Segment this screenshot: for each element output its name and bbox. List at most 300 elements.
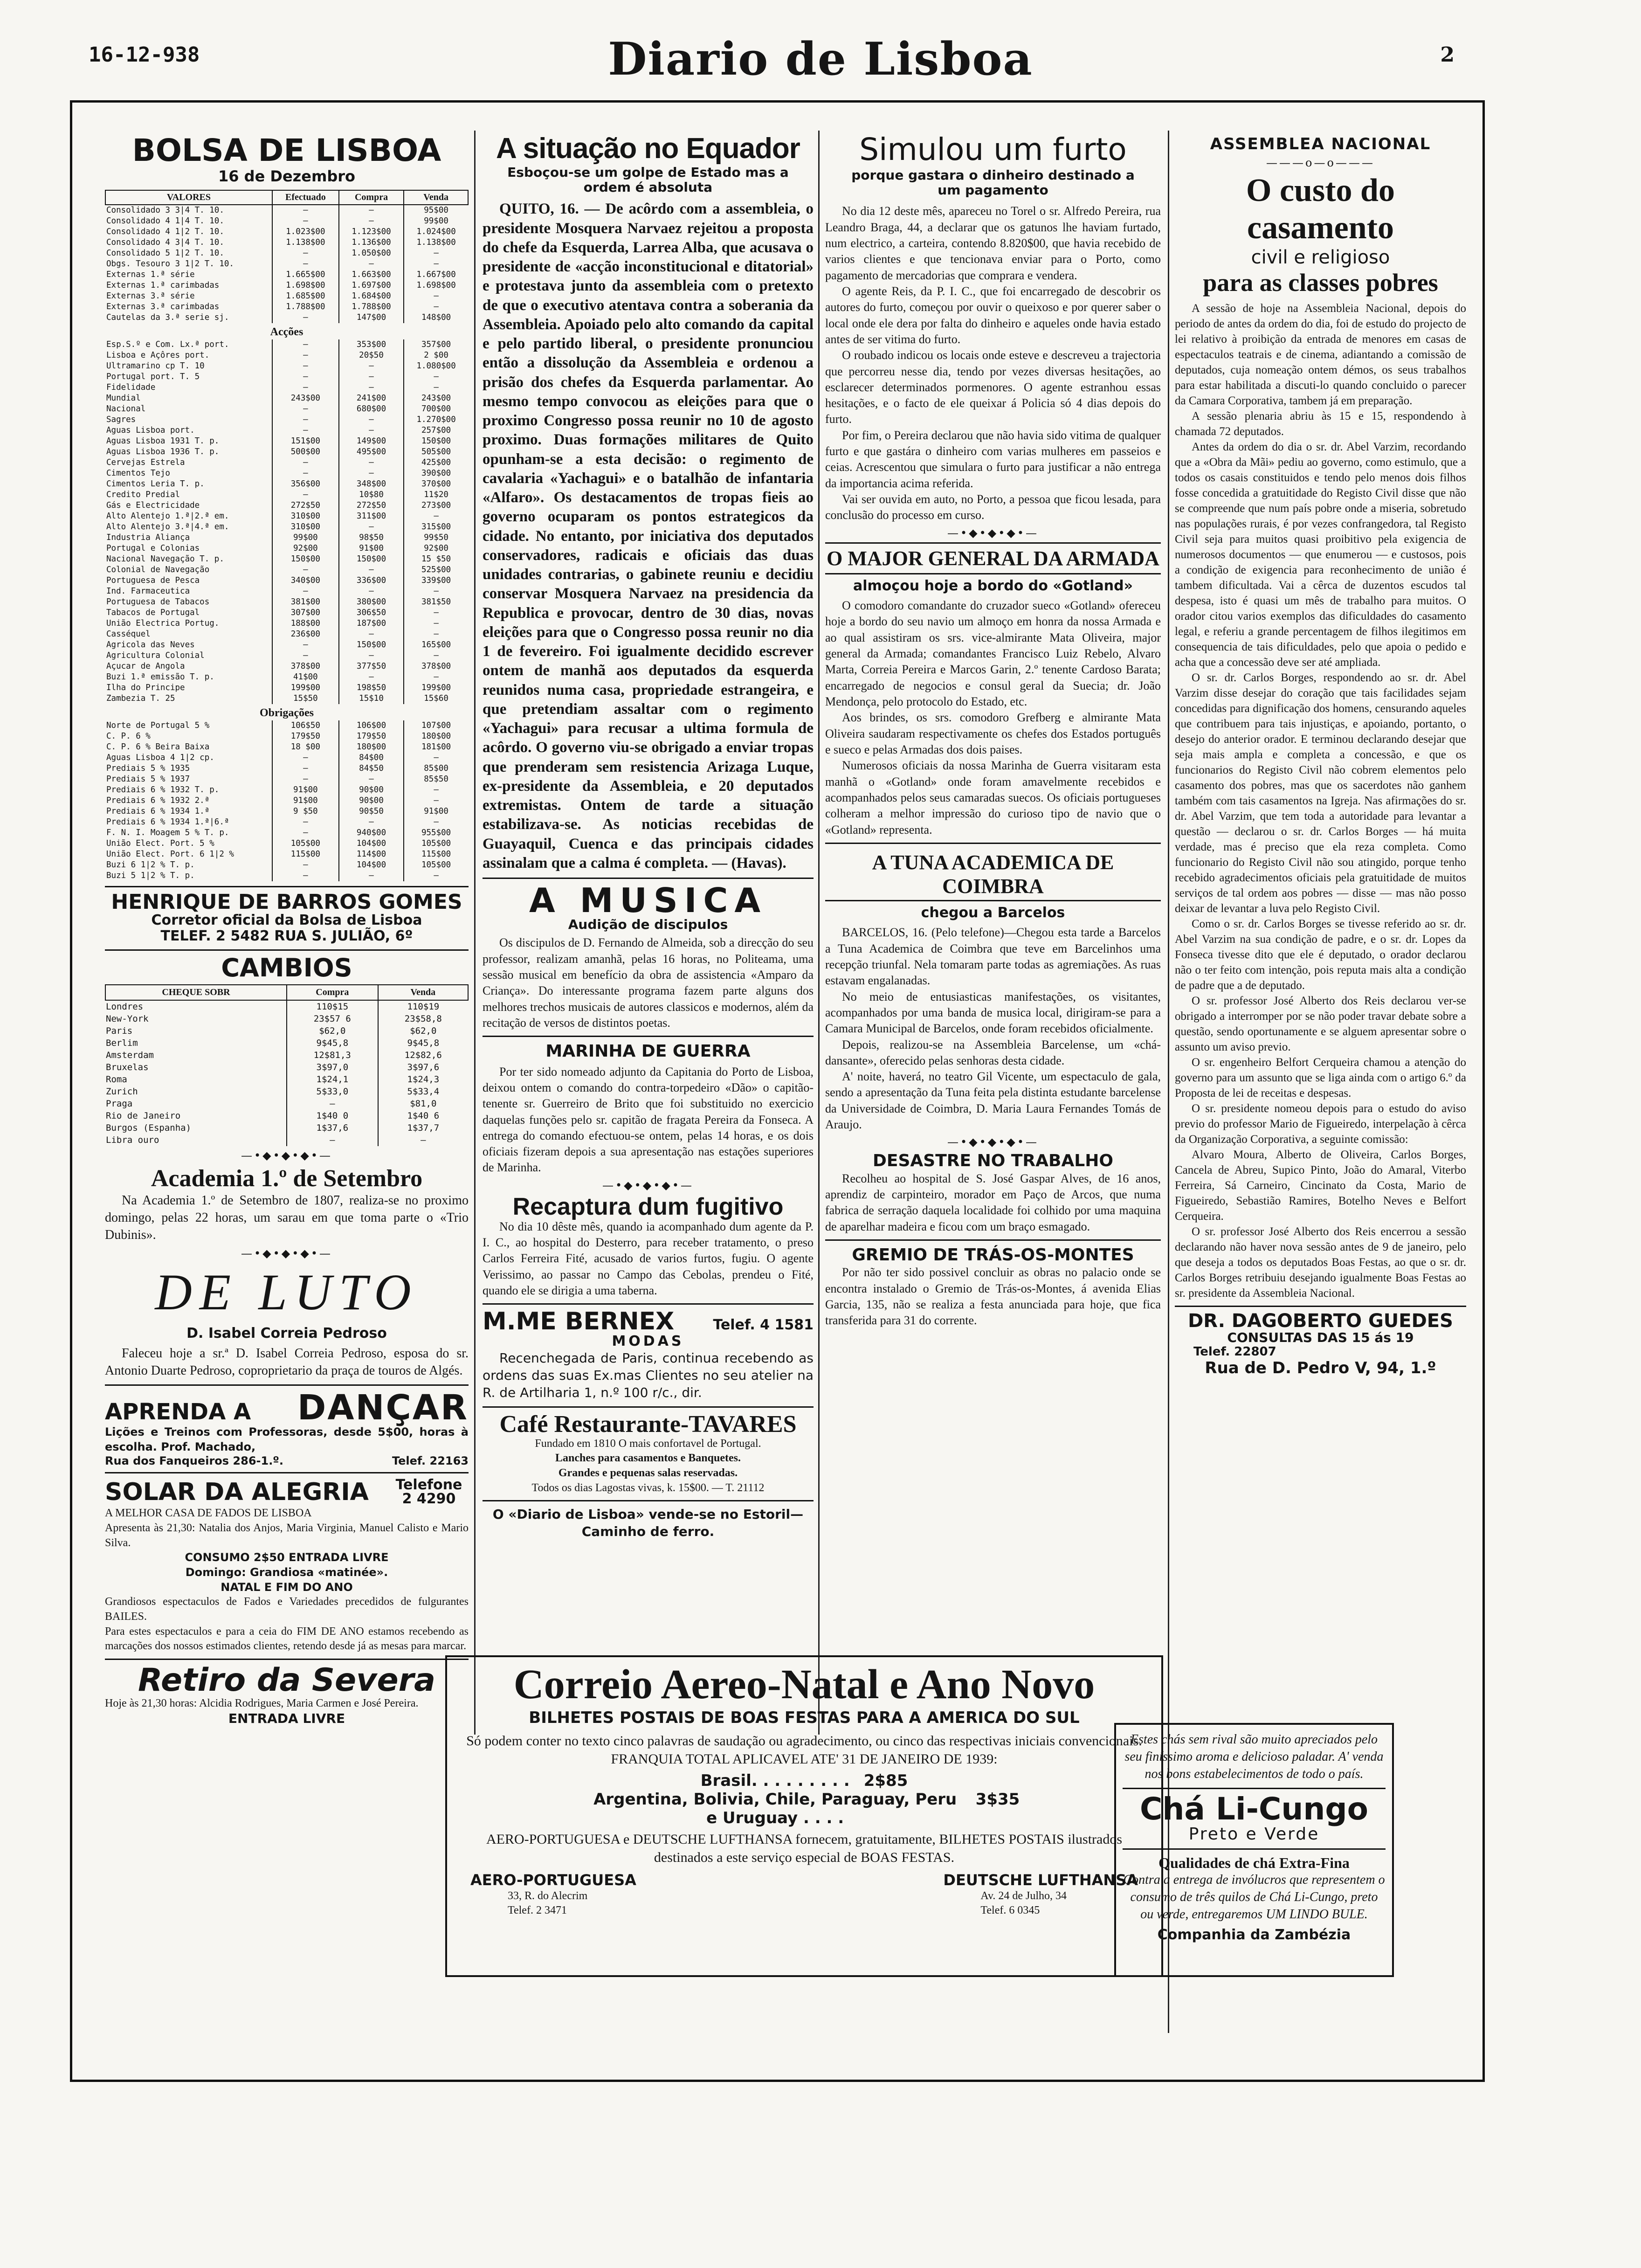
- table-cell: 90$00: [339, 785, 404, 795]
- table-cell: Prediais 6 % 1932 2.ª: [106, 795, 210, 805]
- table-cell: 505$00: [404, 447, 468, 457]
- table-cell: Alto Alentejo 1.ª|2.ª em.: [106, 511, 229, 521]
- table-cell: —: [404, 871, 468, 881]
- table-row: [105, 817, 468, 828]
- table-cell: —: [404, 672, 468, 683]
- table-cell: $81,0: [378, 1098, 468, 1110]
- corretor-contact: TELEF. 2 5482 RUA S. JULIÃO, 6º: [160, 928, 413, 945]
- table-cell: 104$00: [339, 838, 404, 849]
- table-cell: 23$58,8: [378, 1013, 468, 1025]
- tavares-line: Fundado em 1810 O mais confortavel de Portugal.: [535, 1437, 761, 1450]
- table-cell: 150$00: [404, 436, 468, 447]
- bernex-title: M.ME BERNEX: [483, 1307, 675, 1336]
- table-cell: 147$00: [339, 312, 404, 323]
- tuna-paragraph: A' noite, haverá, no teatro Gil Vicente, um espectaculo de gala, sendo a apresentação da Tuna feita pela distinta estudante barcelense da Universidade de Coimbra, D. Maria Laura Fernandes Tomás de Araujo.: [825, 1070, 1161, 1132]
- table-cell: Cautelas da 3.ª serie sj.: [106, 312, 229, 322]
- table-cell: —: [272, 404, 339, 415]
- table-cell: —: [339, 361, 404, 372]
- divider: [105, 949, 469, 951]
- major-subtitle: almoçou hoje a bordo do «Gotland»: [853, 577, 1133, 594]
- table-cell: C. P. 6 %: [106, 731, 151, 741]
- table-row: [105, 753, 468, 763]
- dancar-ad: [105, 1388, 469, 1428]
- table-cell: —: [404, 302, 468, 312]
- table-row: [105, 291, 468, 302]
- table-cell: Cimentos Tejo: [106, 468, 170, 478]
- table-cell: Consolidado 4 3|4 T. 10.: [106, 237, 224, 247]
- table-cell: 98$50: [339, 532, 404, 543]
- luto-name: D. Isabel Correia Pedroso: [186, 1325, 387, 1341]
- table-cell: 356$00: [272, 479, 339, 490]
- luto-text: Faleceu hoje a sr.ª D. Isabel Correia Pedroso, esposa do sr. Antonio Duarte Pedroso, coproprietario da praça de touros de Algés.: [105, 1346, 469, 1378]
- col-header: Compra: [287, 985, 378, 1000]
- table-row: [105, 683, 468, 693]
- table-cell: Aguas Lisboa 4 1|2 cp.: [106, 753, 214, 762]
- furto-body: [825, 203, 1161, 523]
- correio-title: Correio Aereo-Natal e Ano Novo: [513, 1661, 1095, 1708]
- col-header: Efectuado: [272, 190, 339, 205]
- table-cell: —: [339, 468, 404, 479]
- table-row: [105, 871, 468, 881]
- gremio-title: GREMIO DE TRÁS-OS-MONTES: [852, 1245, 1134, 1265]
- table-cell: Bruxelas: [106, 1062, 149, 1072]
- rate-2-value: 3$35: [975, 1790, 1020, 1809]
- table-cell: União Elect. Port. 6 1|2 %: [106, 849, 234, 859]
- table-cell: —: [339, 205, 404, 216]
- divider: [483, 1500, 814, 1501]
- table-cell: Açucar de Angola: [106, 661, 185, 671]
- column-3: [825, 131, 1161, 1735]
- table-row: [105, 618, 468, 629]
- table-cell: 3$97,0: [287, 1061, 378, 1073]
- ornament: —•◆•◆•◆•—: [947, 1135, 1039, 1149]
- ornament: —•◆•◆•◆•—: [241, 1148, 332, 1162]
- table-cell: $62,0: [287, 1025, 378, 1037]
- table-cell: 1$37,6: [287, 1122, 378, 1134]
- table-cell: —: [339, 817, 404, 828]
- solar-lines: [105, 1506, 469, 1654]
- table-cell: 700$00: [404, 404, 468, 415]
- table-cell: —: [339, 259, 404, 270]
- recaptura-title: Recaptura dum fugitivo: [512, 1193, 784, 1220]
- assembleia-paragraph: Como o sr. dr. Carlos Borges se tivesse referido ao sr. dr. Abel Varzim na sua condição de padre, e o sr. dr. Lopes da Fonseca tivesse dito que ele é deputado, o orador declarou não o ter feito com intenção, pois reputa mais alta a condição de padre que a de deputado.: [1175, 918, 1466, 992]
- col-header: Venda: [404, 190, 468, 205]
- table-cell: 315$00: [404, 522, 468, 532]
- table-row: [105, 565, 468, 575]
- table-cell: 105$00: [272, 838, 339, 849]
- table-cell: 1.665$00: [272, 270, 339, 280]
- table-cell: Consolidado 3 3|4 T. 10.: [106, 205, 224, 215]
- table-cell: 272$50: [272, 500, 339, 511]
- ornament: —•◆•◆•◆•—: [241, 1246, 332, 1260]
- table-cell: —: [272, 468, 339, 479]
- table-cell: 307$00: [272, 608, 339, 618]
- rate-2-label: Argentina, Bolivia, Chile, Paraguay, Peru e Uruguay . . . .: [593, 1790, 957, 1827]
- solar-line: CONSUMO 2$50 ENTRADA LIVRE: [185, 1551, 389, 1564]
- table-cell: 1.684$00: [339, 291, 404, 302]
- table-row: [105, 554, 468, 565]
- table-cell: Consolidado 4 1|4 T. 10.: [106, 216, 224, 226]
- table-row: [105, 661, 468, 672]
- divider: [105, 1659, 469, 1660]
- guedes-name: DR. DAGOBERTO GUEDES: [1188, 1310, 1453, 1332]
- table-cell: —: [272, 860, 339, 871]
- divider: [825, 1239, 1161, 1241]
- assembleia-paragraph: O sr. dr. Carlos Borges, respondendo ao sr. dr. Abel Varzim disse desejar do coração que tais facilidades sejam concedidas para dignificação dos homens, censurando aqueles que contribuem para tais injustiças, e apoiando, portanto, o desejo do anterior orador. E terminou declarando desejar que seja mais ampla e completa a concessão, e que os funcionarios do Registo Civil não cobrem elementos pelo casamento dos pobres, mas que os sacerdotes não ganhem também com tais casamentos na Igreja. Nas afirmações do sr. dr. Abel Varzim, que tem toda a autoridade para levantar a questão — declarou o sr. dr. Carlos Borges — há muita verdade, mas é preciso que ela reza completa. Como funcionario do Registo Civil não sou atingido, porque tenho recebido agradecimentos oficiais pela gratuitidade de muitos serviços de tal ordem aos pobres — disse — mas não posso deixar de levantar a luva pelo Registo Civil.: [1175, 671, 1466, 915]
- table-cell: 10$80: [339, 490, 404, 500]
- table-section: [105, 323, 468, 339]
- table-cell: 15$60: [404, 693, 468, 704]
- table-cell: 1.697$00: [339, 280, 404, 291]
- table-cell: 3$97,6: [378, 1061, 468, 1073]
- table-row: [105, 1134, 468, 1146]
- table-row: [105, 205, 468, 216]
- table-row: [105, 774, 468, 785]
- table-cell: 381$50: [404, 597, 468, 608]
- assembleia-sub1: civil e religioso: [1251, 247, 1390, 269]
- table-cell: —: [272, 650, 339, 661]
- table-row: [105, 490, 468, 500]
- table-cell: Externas 1.ª série: [106, 270, 195, 279]
- table-cell: Berlim: [106, 1037, 138, 1048]
- table-cell: 12$81,3: [287, 1049, 378, 1061]
- table-row: [105, 543, 468, 554]
- table-cell: —: [404, 291, 468, 302]
- table-cell: 187$00: [339, 618, 404, 629]
- table-cell: 340$00: [272, 575, 339, 586]
- rate-row-2: [461, 1790, 1147, 1827]
- table-cell: 243$00: [404, 393, 468, 404]
- table-cell: —: [272, 415, 339, 425]
- table-cell: Industria Aliança: [106, 532, 190, 542]
- table-cell: 180$00: [404, 731, 468, 742]
- table-row: [105, 650, 468, 661]
- table-cell: 378$00: [404, 661, 468, 672]
- desastre-text: Recolheu ao hospital de S. José Gaspar Alves, de 16 anos, aprendiz de carpinteiro, morador em Paço de Arcos, que numa fabrica de serração daquela localidade foi colhido por uma maquina de aparelhar madeira e ficou com um braço esmagado.: [825, 1171, 1161, 1233]
- divider: [483, 1406, 814, 1408]
- table-cell: 151$00: [272, 436, 339, 447]
- column-2: [483, 131, 814, 1735]
- cha-intro: Estes chás sem rival são muito apreciados pelo seu finíssimo aroma e delicioso paladar. A' venda nos bons estabelecimentos de todo o país.: [1124, 1732, 1384, 1781]
- table-cell: Londres: [106, 1001, 144, 1012]
- table-cell: Prediais 6 % 1934 1.ª: [106, 806, 210, 816]
- dancar-line1: Lições e Treinos com Professoras, desde 5$00, horas à escolha. Prof. Machado,: [105, 1425, 469, 1453]
- academia-title: Academia 1.º de Setembro: [151, 1165, 423, 1192]
- tuna-body: [825, 925, 1161, 1133]
- table-cell: —: [272, 753, 339, 763]
- table-cell: 9$45,8: [378, 1037, 468, 1049]
- divider: [483, 878, 814, 879]
- table-cell: 179$50: [272, 731, 339, 742]
- col-header: VALORES: [105, 190, 272, 205]
- table-cell: 106$00: [339, 720, 404, 731]
- table-cell: 110$19: [378, 1000, 468, 1013]
- table-cell: 1.270$00: [404, 415, 468, 425]
- table-cell: Portugal e Colonias: [106, 543, 200, 553]
- table-cell: —: [404, 372, 468, 382]
- table-cell: Ultramarino cp T. 10: [106, 361, 205, 371]
- col-header: CHEQUE SOBR: [105, 985, 287, 1000]
- table-cell: 91$00: [404, 806, 468, 817]
- table-cell: Burgos (Espanha): [106, 1122, 192, 1133]
- table-row: [105, 586, 468, 597]
- divider: [1123, 1788, 1386, 1789]
- table-cell: Esp.S.º e Com. Lx.ª port.: [106, 339, 229, 349]
- table-row: [105, 1122, 468, 1134]
- cha-licungo-ad: [1114, 1723, 1394, 1977]
- furto-paragraph: Vai ser ouvida em auto, no Porto, a pessoa que ficou lesada, para conclusão do processo em curso.: [825, 492, 1161, 522]
- table-cell: 495$00: [339, 447, 404, 457]
- table-cell: Credito Predial: [106, 490, 180, 499]
- dancar-address: Rua dos Fanqueiros 286-1.º.: [105, 1454, 283, 1468]
- table-row: [105, 436, 468, 447]
- table-cell: —: [404, 795, 468, 806]
- table-cell: —: [272, 457, 339, 468]
- table-cell: Fidelidade: [106, 382, 156, 392]
- table-cell: 181$00: [404, 742, 468, 753]
- table-cell: 680$00: [339, 404, 404, 415]
- table-cell: —: [404, 650, 468, 661]
- solar-line: Para estes espectaculos e para a ceia do FIM DE ANO estamos recebendo as marcações dos nossos estimados clientes, retendo desde já as mesas para marcar.: [105, 1625, 469, 1653]
- table-cell: Nacional: [106, 404, 146, 414]
- divider: [105, 1472, 469, 1473]
- table-cell: —: [339, 774, 404, 785]
- table-cell: 2 $00: [404, 350, 468, 361]
- table-cell: 188$00: [272, 618, 339, 629]
- table-cell: —: [339, 650, 404, 661]
- table-row: [105, 227, 468, 237]
- company-lufthansa: [943, 1872, 1138, 1918]
- assembleia-body: [1175, 301, 1466, 1301]
- table-row: [105, 1013, 468, 1025]
- divider: [483, 1036, 814, 1037]
- table-cell: 257$00: [404, 425, 468, 436]
- table-cell: 1.788$00: [272, 302, 339, 312]
- table-cell: 91$00: [272, 785, 339, 795]
- table-cell: 105$00: [404, 838, 468, 849]
- table-cell: 110$15: [287, 1000, 378, 1013]
- table-row: [105, 500, 468, 511]
- table-cell: 107$00: [404, 720, 468, 731]
- table-cell: 241$00: [339, 393, 404, 404]
- section-title: Obrigações: [260, 706, 314, 719]
- table-cell: 5$33,4: [378, 1086, 468, 1098]
- table-cell: —: [404, 259, 468, 270]
- table-cell: —: [272, 312, 339, 323]
- page-number: 2: [1440, 43, 1455, 67]
- ornament: —•◆•◆•◆•—: [947, 526, 1039, 539]
- table-row: [105, 237, 468, 248]
- table-cell: Amsterdam: [106, 1050, 154, 1060]
- table-row: [105, 511, 468, 522]
- table-cell: —: [272, 763, 339, 774]
- table-cell: —: [272, 586, 339, 597]
- assembleia-sub2: para as classes pobres: [1203, 269, 1438, 297]
- correio-l1: Só podem conter no texto cinco palavras de saudação ou agradecimento, ou cinco das respectivas iniciais convencionais.: [466, 1733, 1142, 1749]
- table-cell: 357$00: [404, 339, 468, 350]
- table-cell: 380$00: [339, 597, 404, 608]
- table-cell: 311$00: [339, 511, 404, 522]
- table-cell: 199$00: [404, 683, 468, 693]
- table-cell: —: [272, 350, 339, 361]
- table-cell: 23$57 6: [287, 1013, 378, 1025]
- table-cell: Prediais 5 % 1937: [106, 774, 190, 784]
- table-cell: Paris: [106, 1025, 133, 1036]
- table-cell: —: [339, 415, 404, 425]
- table-cell: Consolidado 5 1|2 T. 10.: [106, 248, 224, 258]
- dancar-title-b: DANÇAR: [297, 1388, 469, 1428]
- table-cell: União Electrica Portug.: [106, 618, 220, 628]
- table-row: [105, 425, 468, 436]
- table-row: [105, 629, 468, 640]
- table-cell: —: [287, 1098, 378, 1110]
- tavares-line: Todos os dias Lagostas vivas, k. 15$00. — T. 21112: [531, 1481, 765, 1494]
- dancar-contact: [105, 1454, 469, 1467]
- table-cell: 85$50: [404, 774, 468, 785]
- assembleia-paragraph: Alvaro Moura, Alberto de Oliveira, Carlos Borges, Cancela de Abreu, Supico Pinto, João do Amaral, Viterbo Ferreira, Sá Carneiro, Cincinato da Costa, Mario de Figueiredo, Sebastião Ramires, Botelho Neves e Belfort Cerqueira.: [1175, 1148, 1466, 1223]
- correio-sub: BILHETES POSTAIS DE BOAS FESTAS PARA A AMERICA DO SUL: [529, 1708, 1080, 1727]
- table-row: [105, 361, 468, 372]
- table-row: [105, 1073, 468, 1086]
- table-cell: Roma: [106, 1074, 127, 1085]
- table-cell: 1.050$00: [339, 248, 404, 259]
- table-row: [105, 1086, 468, 1098]
- table-cell: 377$50: [339, 661, 404, 672]
- company-aero-name: AERO-PORTUGUESA: [470, 1871, 636, 1889]
- table-row: [105, 828, 468, 838]
- table-cell: Buzi 6 1|2 % T. p.: [106, 860, 195, 870]
- assembleia-paragraph: A sessão plenaria abriu às 15 e 15, respondendo à chamada 72 deputados.: [1175, 410, 1466, 438]
- table-row: [105, 838, 468, 849]
- table-row: [105, 522, 468, 532]
- col-header: Compra: [339, 190, 404, 205]
- table-cell: 85$00: [404, 763, 468, 774]
- table-row: [105, 280, 468, 291]
- table-cell: 84$50: [339, 763, 404, 774]
- table-cell: 104$00: [339, 860, 404, 871]
- table-row: [105, 597, 468, 608]
- table-cell: C. P. 6 % Beira Baixa: [106, 742, 210, 752]
- table-cell: —: [272, 828, 339, 838]
- corretor-line: Corretor oficial da Bolsa de Lisboa: [151, 912, 422, 928]
- table-cell: 1$24,1: [287, 1073, 378, 1086]
- section-title: Acções: [270, 325, 303, 338]
- table-row: [105, 731, 468, 742]
- table-row: [105, 393, 468, 404]
- ornament: ———o—o———: [1266, 156, 1375, 170]
- table-cell: 12$82,6: [378, 1049, 468, 1061]
- musica-text: Os discipulos de D. Fernando de Almeida, sob a direcção do seu professor, realizam amanhã, pelas 16 horas, no Politeama, uma sessão musical em benefício da obra de assistencia «Amparo da Criança». Do interessante programa fazem parte alguns dos melhores trechos musicais de autores classicos e modernos, além da recitação de versos de distintos poetas.: [483, 936, 814, 1030]
- bernex-text: Recenchegada de Paris, continua recebendo as ordens das suas Ex.mas Clientes no seu atelier na R. de Artilharia 1, n.º 100 r/c., dir.: [483, 1350, 814, 1400]
- table-cell: 9$45,8: [287, 1037, 378, 1049]
- bolsa-date: 16 de Dezembro: [218, 167, 356, 185]
- table-cell: 1.080$00: [404, 361, 468, 372]
- table-cell: Portugal port. T. 5: [106, 372, 200, 381]
- table-cell: Externas 1.ª carimbadas: [106, 280, 220, 290]
- academia-text: Na Academia 1.º de Setembro de 1807, realiza-se no proximo domingo, pelas 22 horas, um sarau em que toma parte o «Trio Dubinis».: [105, 1193, 469, 1242]
- table-row: [105, 532, 468, 543]
- table-cell: Praga: [106, 1098, 133, 1109]
- ornament: —•◆•◆•◆•—: [602, 1178, 694, 1192]
- table-cell: 20$50: [339, 350, 404, 361]
- table-cell: 1.663$00: [339, 270, 404, 280]
- table-cell: —: [404, 586, 468, 597]
- table-cell: —: [272, 259, 339, 270]
- table-cell: Buzi 1.ª emissão T. p.: [106, 672, 214, 682]
- table-cell: 378$00: [272, 661, 339, 672]
- bernex-sub: MODAS: [612, 1333, 684, 1350]
- table-cell: 525$00: [404, 565, 468, 575]
- cha-company: Companhia da Zambézia: [1157, 1927, 1351, 1943]
- table-cell: 41$00: [272, 672, 339, 683]
- table-cell: —: [272, 382, 339, 393]
- table-cell: Agricola das Neves: [106, 640, 195, 650]
- table-cell: 425$00: [404, 457, 468, 468]
- assembleia-paragraph: O sr. professor José Alberto dos Reis encerrou a sessão declarando não haver nova sessão antes de 9 de janeiro, pelo que deseja a todos os deputados Boas Festas, ao que o sr. dr. Carlos Borges retribuiu desejando igualmente Boas Festas ao sr. presidente da Assembleia Nacional.: [1175, 1225, 1466, 1300]
- table-cell: União Elect. Port. 5 %: [106, 838, 214, 848]
- table-row: [105, 302, 468, 312]
- table-cell: 940$00: [339, 828, 404, 838]
- table-cell: 180$00: [339, 742, 404, 753]
- table-cell: 1$40 0: [287, 1110, 378, 1122]
- table-cell: —: [287, 1134, 378, 1146]
- table-cell: 353$00: [339, 339, 404, 350]
- bolsa-title: BOLSA DE LISBOA: [132, 132, 441, 168]
- table-cell: 1.138$00: [272, 237, 339, 248]
- table-cell: Rio de Janeiro: [106, 1110, 181, 1121]
- gremio-text: Por não ter sido possivel concluir as obras no palacio onde se encontra instalado o Gremio de Trás-os-Montes, á avenida Elias Garcia, 135, não se realiza a festa anunciada para hoje, que fica transferida para 31 do corrente.: [825, 1265, 1161, 1328]
- correio-l2: FRANQUIA TOTAL APLICAVEL ATE' 31 DE JANEIRO DE 1939:: [611, 1751, 998, 1767]
- table-row: [105, 457, 468, 468]
- company-lufthansa-address: Av. 24 de Julho, 34: [980, 1889, 1067, 1902]
- table-cell: Agricultura Colonial: [106, 650, 205, 660]
- luto-title: DE LUTO: [155, 1263, 419, 1321]
- table-row: [105, 339, 468, 350]
- table-cell: —: [339, 216, 404, 227]
- table-cell: 105$00: [404, 860, 468, 871]
- tuna-paragraph: No meio de entusiasticas manifestações, os visitantes, acompanhados por uma banda de musica local, dirigiram-se para a Camara Municipal de Barcelos, onde foram recebidos oficialmente.: [825, 989, 1161, 1036]
- table-cell: Prediais 6 % 1934 1.ª|6.ª: [106, 817, 229, 827]
- table-cell: 149$00: [339, 436, 404, 447]
- cha-quality: Qualidades de chá Extra-Fina: [1158, 1854, 1350, 1872]
- corretor-name: HENRIQUE DE BARROS GOMES: [111, 890, 462, 914]
- table-cell: 310$00: [272, 522, 339, 532]
- table-cell: 106$50: [272, 720, 339, 731]
- table-cell: Portuguesa de Pesca: [106, 575, 200, 585]
- retiro-title: Retiro da Severa: [138, 1662, 436, 1699]
- table-cell: 179$50: [339, 731, 404, 742]
- table-row: [105, 447, 468, 457]
- table-cell: 348$00: [339, 479, 404, 490]
- tuna-subtitle: chegou a Barcelos: [921, 904, 1065, 921]
- table-row: [105, 259, 468, 270]
- divider: [105, 886, 469, 887]
- rate-row-1: [461, 1771, 1147, 1790]
- table-cell: 18 $00: [272, 742, 339, 753]
- tavares-line: Grandes e pequenas salas reservadas.: [558, 1467, 738, 1480]
- table-cell: 1.698$00: [404, 280, 468, 291]
- table-cell: —: [339, 425, 404, 436]
- table-cell: 150$00: [339, 554, 404, 565]
- table-cell: —: [272, 248, 339, 259]
- equador-text: QUITO, 16. — De acôrdo com a assembleia, o presidente Mosquera Narvaez rejeitou a proposta do chefe da Esquerda, Larrea Alba, que acusava o presidente de «acção inconstitucional e ditatorial» e protestava junto da assembleia com o pretexto de que o executivo atentava contra a soberania da Assembleia. Apoiado pelo alto comando da capital e pelo partido liberal, o presidente pronunciou então a dissolução da Assembleia e ordenou a prisão dos chefes da Esquerda parlamentar. Ao mesmo tempo convocou as eleições para que o proximo Congresso possa reunir no 10 de agosto proximo. Duas formações militares de Quito opunham-se a esta decisão: o regimento de cavalaria «Yachagui» e o batalhão de infantaria «Alfaro». Os destacamentos de tropas fieis ao governo ocuparam os pontos estrategicos da cidade. No entanto, por iniciativa dos deputados conservadores, radicais e oficiais das duas unidades contrarias, o gabinete reuniu e decidiu conservar Mosquera Narvaez na presidencia da Republica e provocar, dentro de 30 dias, novas eleições para que o Congresso possa reunir no dia 1 de fevereiro. Foi igualmente decidido escrever ontem de manhã aos deputados da esquerda reunidos numa casa, propriedade estrangeira, e que pretendiam assaltar com o regimento «Yachagui» para recusar a ultima formula de acôrdo. O governo viu-se obrigado a enviar tropas que prenderam sem resistencia Arizaga Luque, ex-presidente da Assembleia, e 20 deputados extremistas. Ontem de tarde a situação estabilizava-se. As noticias recebidas de Guayaquil, Cuenca e das principais cidades assinalam que a calma é completa. — (Havas).: [483, 201, 814, 871]
- table-row: [105, 575, 468, 586]
- estoril-note: O «Diario de Lisboa» vende-se no Estoril—Caminho de ferro.: [492, 1507, 804, 1540]
- table-cell: Zurich: [106, 1086, 138, 1097]
- issue-date: 16-12-938: [89, 43, 200, 67]
- table-cell: Cimentos Leria T. p.: [106, 479, 205, 489]
- table-cell: Aguas Lisboa port.: [106, 425, 195, 435]
